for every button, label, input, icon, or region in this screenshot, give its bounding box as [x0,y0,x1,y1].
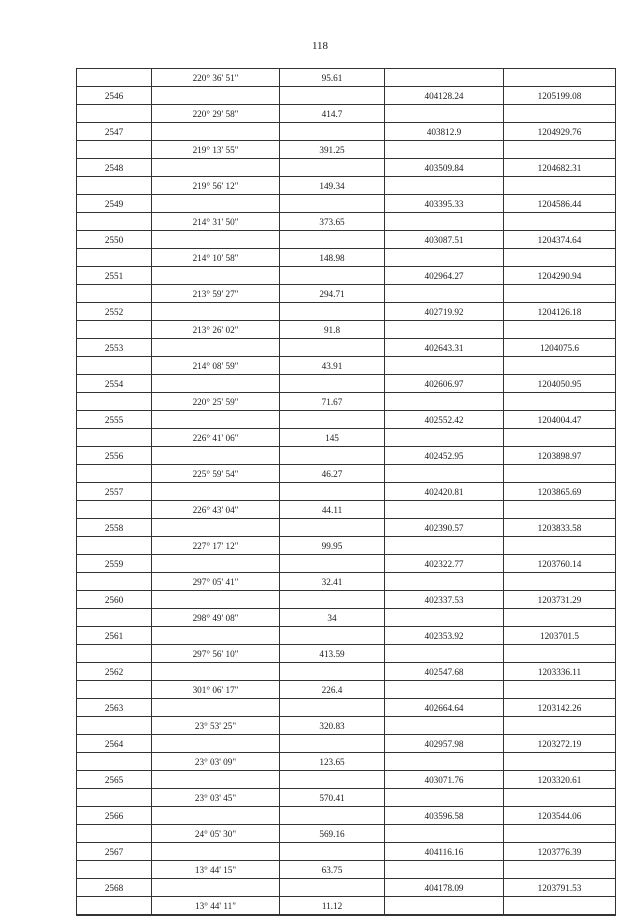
station-cell: 2562 [77,663,152,681]
easting-cell: 1203731.29 [504,591,616,609]
bearing-cell [152,879,280,897]
easting-cell: 1203320.61 [504,771,616,789]
distance-cell: 320.83 [280,717,385,735]
northing-cell [385,501,504,519]
northing-cell [385,213,504,231]
station-cell [77,501,152,519]
distance-cell: 32.41 [280,573,385,591]
station-cell: 2567 [77,843,152,861]
bearing-cell: 214° 31' 50" [152,213,280,231]
northing-cell: 402322.77 [385,555,504,573]
northing-cell: 402957.98 [385,735,504,753]
table-row [77,879,616,897]
easting-cell: 1204682.31 [504,159,616,177]
bearing-cell: 213° 26' 02" [152,321,280,339]
bearing-cell: 23° 53' 25" [152,717,280,735]
distance-cell [280,627,385,645]
bearing-cell: 297° 05' 41" [152,573,280,591]
easting-cell: 1204050.95 [504,375,616,393]
table-row [77,267,616,285]
station-cell: 2564 [77,735,152,753]
northing-cell: 402643.31 [385,339,504,357]
station-cell [77,645,152,663]
table-row [77,105,616,123]
table-row [77,285,616,303]
station-cell [77,465,152,483]
bearing-cell [152,303,280,321]
table-row [77,447,616,465]
survey-coordinates-table [76,68,616,916]
station-cell: 2552 [77,303,152,321]
station-cell [77,789,152,807]
bearing-cell [152,591,280,609]
easting-cell: 1204075.6 [504,339,616,357]
bearing-cell [152,627,280,645]
bearing-cell [152,195,280,213]
northing-cell: 402452.95 [385,447,504,465]
distance-cell [280,555,385,573]
distance-cell [280,447,385,465]
easting-cell [504,177,616,195]
distance-cell: 145 [280,429,385,447]
station-cell [77,105,152,123]
station-cell [77,393,152,411]
northing-cell [385,105,504,123]
bearing-cell [152,231,280,249]
easting-cell [504,285,616,303]
bearing-cell: 297° 56' 10" [152,645,280,663]
station-cell: 2560 [77,591,152,609]
northing-cell [385,393,504,411]
table-row [77,213,616,231]
northing-cell [385,285,504,303]
table-row [77,375,616,393]
easting-cell [504,861,616,879]
distance-cell: 294.71 [280,285,385,303]
distance-cell: 95.61 [280,69,385,87]
station-cell: 2558 [77,519,152,537]
bearing-cell [152,771,280,789]
bearing-cell: 220° 25' 59" [152,393,280,411]
table-row [77,303,616,321]
distance-cell [280,591,385,609]
northing-cell: 402719.92 [385,303,504,321]
northing-cell: 403087.51 [385,231,504,249]
table-row [77,339,616,357]
table-row [77,519,616,537]
table-row [77,753,616,771]
table-row [77,663,616,681]
table-row [77,483,616,501]
page-number: 118 [311,40,329,52]
table-row [77,159,616,177]
distance-cell: 99.95 [280,537,385,555]
bearing-cell: 23° 03' 45" [152,789,280,807]
station-cell [77,141,152,159]
distance-cell [280,483,385,501]
bearing-cell: 227° 17' 12" [152,537,280,555]
table-row [77,501,616,519]
station-cell: 2566 [77,807,152,825]
table-row [77,123,616,141]
bearing-cell [152,483,280,501]
easting-cell [504,321,616,339]
bearing-cell: 13° 44' 11" [152,897,280,916]
distance-cell [280,303,385,321]
table-row [77,195,616,213]
distance-cell: 148.98 [280,249,385,267]
bearing-cell [152,663,280,681]
easting-cell [504,537,616,555]
easting-cell: 1203701.5 [504,627,616,645]
bearing-cell: 219° 13' 55" [152,141,280,159]
northing-cell: 402337.53 [385,591,504,609]
station-cell [77,753,152,771]
northing-cell: 402552.42 [385,411,504,429]
easting-cell [504,681,616,699]
bearing-cell: 24° 05' 30" [152,825,280,843]
easting-cell [504,249,616,267]
bearing-cell [152,447,280,465]
bearing-cell [152,123,280,141]
bearing-cell: 13° 44' 15" [152,861,280,879]
bearing-cell: 220° 36' 51" [152,69,280,87]
northing-cell: 402964.27 [385,267,504,285]
station-cell: 2546 [77,87,152,105]
easting-cell: 1203791.53 [504,879,616,897]
station-cell: 2553 [77,339,152,357]
station-cell [77,213,152,231]
easting-cell [504,609,616,627]
bearing-cell: 298° 49' 08" [152,609,280,627]
bearing-cell: 219° 56' 12" [152,177,280,195]
bearing-cell: 301° 06' 17" [152,681,280,699]
table-row [77,357,616,375]
easting-cell [504,825,616,843]
table-row [77,591,616,609]
easting-cell: 1204586.44 [504,195,616,213]
table-row [77,609,616,627]
table-row [77,825,616,843]
distance-cell [280,267,385,285]
distance-cell [280,807,385,825]
northing-cell [385,753,504,771]
distance-cell [280,843,385,861]
distance-cell: 11.12 [280,897,385,916]
bearing-cell [152,807,280,825]
table-row [77,789,616,807]
distance-cell [280,231,385,249]
distance-cell [280,87,385,105]
distance-cell: 570.41 [280,789,385,807]
easting-cell: 1203760.14 [504,555,616,573]
table-row [77,717,616,735]
distance-cell [280,735,385,753]
station-cell [77,537,152,555]
bearing-cell [152,159,280,177]
distance-cell: 71.67 [280,393,385,411]
table-row [77,465,616,483]
easting-cell: 1203544.06 [504,807,616,825]
easting-cell: 1204374.64 [504,231,616,249]
bearing-cell [152,735,280,753]
distance-cell [280,411,385,429]
northing-cell: 404128.24 [385,87,504,105]
easting-cell [504,213,616,231]
table-row [77,429,616,447]
easting-cell [504,645,616,663]
easting-cell [504,357,616,375]
easting-cell: 1203142.26 [504,699,616,717]
easting-cell: 1203776.39 [504,843,616,861]
easting-cell [504,393,616,411]
table-row [77,249,616,267]
station-cell [77,249,152,267]
bearing-cell [152,699,280,717]
table-row [77,681,616,699]
northing-cell [385,681,504,699]
northing-cell [385,645,504,663]
northing-cell [385,573,504,591]
distance-cell [280,519,385,537]
table-row [77,627,616,645]
table-row [77,897,616,916]
northing-cell [385,537,504,555]
northing-cell [385,69,504,87]
station-cell: 2565 [77,771,152,789]
northing-cell: 403071.76 [385,771,504,789]
distance-cell [280,663,385,681]
bearing-cell: 213° 59' 27" [152,285,280,303]
northing-cell [385,249,504,267]
bearing-cell [152,843,280,861]
table-row [77,321,616,339]
table-row [77,843,616,861]
station-cell: 2561 [77,627,152,645]
northing-cell: 402664.64 [385,699,504,717]
station-cell [77,681,152,699]
easting-cell: 1204126.18 [504,303,616,321]
northing-cell [385,861,504,879]
distance-cell: 34 [280,609,385,627]
distance-cell: 46.27 [280,465,385,483]
table-row [77,735,616,753]
easting-cell: 1203336.11 [504,663,616,681]
station-cell: 2549 [77,195,152,213]
bearing-cell: 226° 43' 04" [152,501,280,519]
station-cell: 2555 [77,411,152,429]
easting-cell: 1203865.69 [504,483,616,501]
station-cell [77,429,152,447]
bearing-cell [152,411,280,429]
easting-cell [504,501,616,519]
northing-cell: 403596.58 [385,807,504,825]
northing-cell: 403509.84 [385,159,504,177]
distance-cell [280,159,385,177]
station-cell: 2551 [77,267,152,285]
easting-cell [504,429,616,447]
table-row [77,393,616,411]
northing-cell: 402390.57 [385,519,504,537]
northing-cell: 402420.81 [385,483,504,501]
northing-cell [385,357,504,375]
northing-cell: 403812.9 [385,123,504,141]
northing-cell: 402606.97 [385,375,504,393]
easting-cell: 1204929.76 [504,123,616,141]
northing-cell [385,321,504,339]
distance-cell: 373.65 [280,213,385,231]
northing-cell: 403395.33 [385,195,504,213]
bearing-cell [152,555,280,573]
distance-cell: 391.25 [280,141,385,159]
easting-cell: 1204004.47 [504,411,616,429]
station-cell: 2554 [77,375,152,393]
station-cell: 2550 [77,231,152,249]
distance-cell: 63.75 [280,861,385,879]
station-cell [77,285,152,303]
station-cell [77,825,152,843]
table-row [77,141,616,159]
station-cell [77,897,152,916]
bearing-cell: 220° 29' 58" [152,105,280,123]
easting-cell: 1205199.08 [504,87,616,105]
station-cell: 2563 [77,699,152,717]
distance-cell: 43.91 [280,357,385,375]
bearing-cell: 225° 59' 54" [152,465,280,483]
station-cell: 2557 [77,483,152,501]
table-row [77,555,616,573]
table-row [77,231,616,249]
station-cell: 2548 [77,159,152,177]
northing-cell [385,609,504,627]
station-cell [77,609,152,627]
easting-cell: 1204290.94 [504,267,616,285]
easting-cell: 1203833.58 [504,519,616,537]
easting-cell [504,897,616,916]
easting-cell [504,753,616,771]
bearing-cell [152,339,280,357]
northing-cell: 402547.68 [385,663,504,681]
distance-cell: 123.65 [280,753,385,771]
northing-cell [385,825,504,843]
easting-cell [504,141,616,159]
northing-cell [385,177,504,195]
distance-cell [280,195,385,213]
table-row [77,807,616,825]
station-cell [77,717,152,735]
station-cell [77,321,152,339]
northing-cell [385,897,504,916]
bearing-cell: 23° 03' 09" [152,753,280,771]
table-row [77,771,616,789]
northing-cell: 404116.16 [385,843,504,861]
station-cell [77,69,152,87]
station-cell [77,357,152,375]
easting-cell [504,789,616,807]
easting-cell [504,69,616,87]
bearing-cell: 214° 10' 58" [152,249,280,267]
table-row [77,177,616,195]
table-row [77,861,616,879]
northing-cell [385,429,504,447]
station-cell [77,573,152,591]
station-cell [77,861,152,879]
survey-table-body [77,69,616,916]
distance-cell [280,771,385,789]
station-cell: 2568 [77,879,152,897]
bearing-cell [152,267,280,285]
easting-cell [504,465,616,483]
bearing-cell: 214° 08' 59" [152,357,280,375]
distance-cell [280,699,385,717]
station-cell: 2559 [77,555,152,573]
table-row [77,87,616,105]
bearing-cell: 226° 41' 06" [152,429,280,447]
easting-cell [504,105,616,123]
table-row [77,537,616,555]
distance-cell [280,375,385,393]
table-row [77,699,616,717]
bearing-cell [152,375,280,393]
easting-cell [504,573,616,591]
distance-cell: 226.4 [280,681,385,699]
distance-cell: 414.7 [280,105,385,123]
distance-cell [280,339,385,357]
easting-cell [504,717,616,735]
northing-cell [385,465,504,483]
northing-cell: 404178.09 [385,879,504,897]
distance-cell: 44.11 [280,501,385,519]
distance-cell [280,879,385,897]
distance-cell: 149.34 [280,177,385,195]
distance-cell: 413.59 [280,645,385,663]
northing-cell [385,717,504,735]
bearing-cell [152,87,280,105]
table-row [77,69,616,87]
northing-cell [385,789,504,807]
station-cell: 2547 [77,123,152,141]
northing-cell [385,141,504,159]
northing-cell: 402353.92 [385,627,504,645]
station-cell [77,177,152,195]
station-cell: 2556 [77,447,152,465]
table-row [77,411,616,429]
table-row [77,573,616,591]
easting-cell: 1203272.19 [504,735,616,753]
distance-cell: 569.16 [280,825,385,843]
distance-cell [280,123,385,141]
easting-cell: 1203898.97 [504,447,616,465]
distance-cell: 91.8 [280,321,385,339]
bearing-cell [152,519,280,537]
table-row [77,645,616,663]
